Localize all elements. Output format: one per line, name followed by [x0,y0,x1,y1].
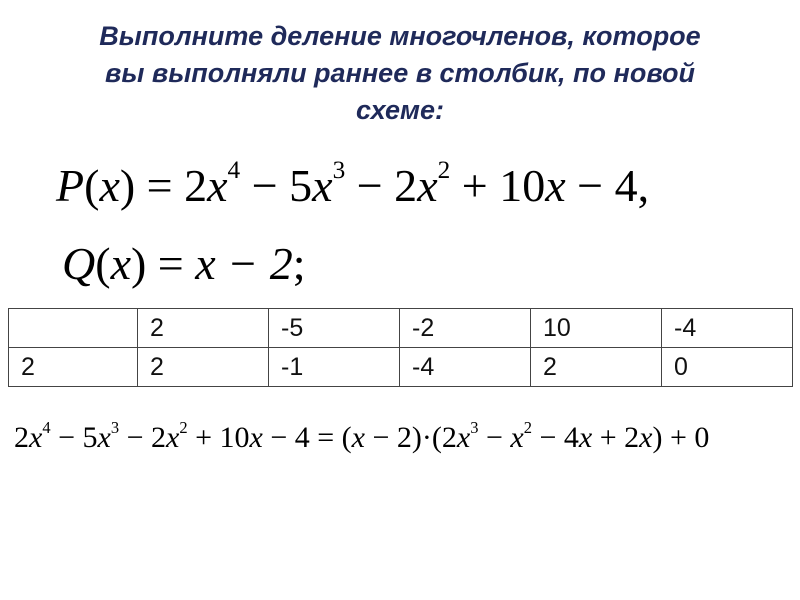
table-cell: 2 [138,348,269,387]
q-var: x [110,238,131,289]
polynomial-q-formula: Q(x) = x − 2; [62,238,306,289]
q-rhs: x − 2 [195,238,293,289]
table-row [9,309,793,348]
table-cell: -4 [400,348,531,387]
table-cell: 2 [9,348,138,387]
table-cell: 2 [138,309,269,348]
table-cell: -2 [400,309,531,348]
table-cell: 2 [531,348,662,387]
division-identity-formula: $2x^4 - 5x^3 - 2x^2 + 10x - 4 = (x - 2)\cdot(2x^3 - x^2 - 4x + 2x) + 0$ [14,417,710,454]
title-line-3: схеме: [355,95,444,125]
table-cell: -5 [269,309,400,348]
table-cell: 0 [662,348,793,387]
horner-table [8,308,793,387]
q-name: Q [62,238,96,289]
slide-title [40,18,760,129]
table-row [9,348,793,387]
table-cell: -1 [269,348,400,387]
horner-table-wrap [8,308,793,386]
table-cell: -4 [662,309,793,348]
table-cell: 10 [531,309,662,348]
title-line-2: вы выполняли раннее в столбик, по новой [105,58,695,88]
p-var: x [99,160,120,211]
q-trailing: ; [292,238,306,289]
title-line-1: Выполните деление многочленов, которое [99,21,701,51]
table-cell [9,309,138,348]
p-trailing: , [637,160,650,211]
polynomial-p-formula: $P(x) = 2x^4 - 5x^3 - 2x^2 + 10x - 4$, [56,156,650,211]
p-name: P [56,160,85,211]
